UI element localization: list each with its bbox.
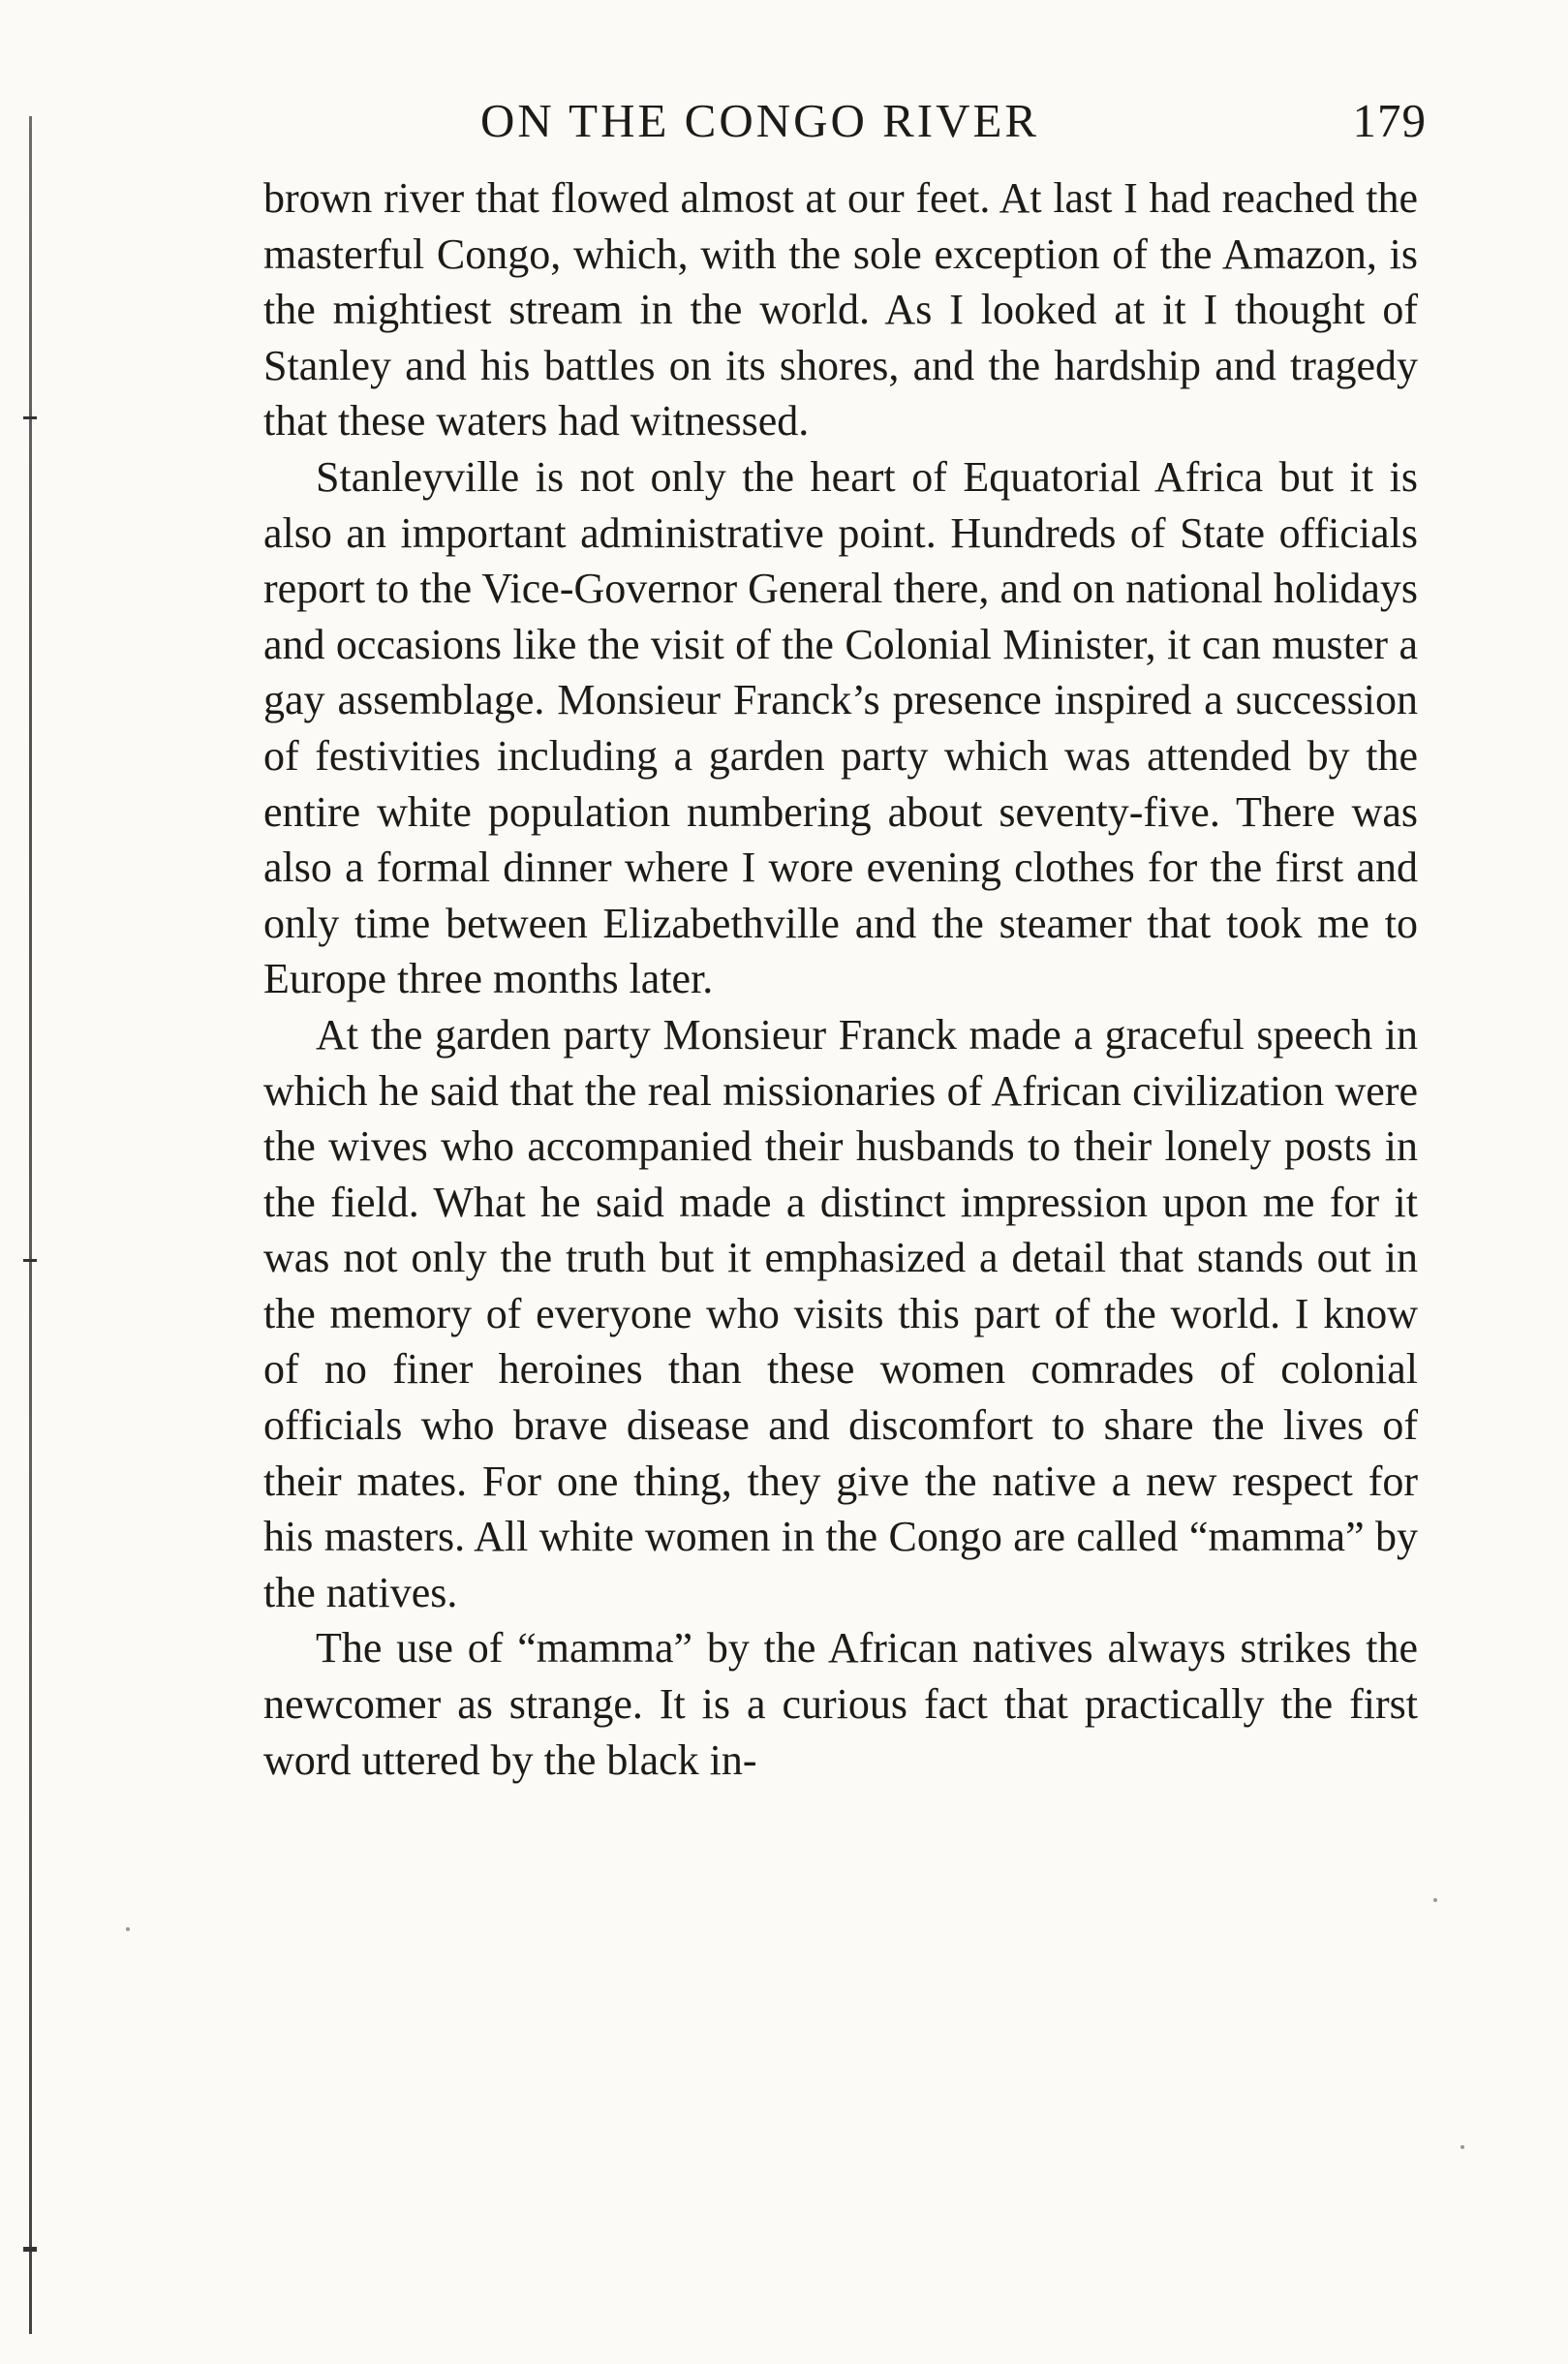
paper-speck bbox=[1460, 2145, 1464, 2149]
paragraph: brown river that flowed almost at our feet. At last I had reached the masterful Congo, which, with the sole exception of the Amazon, is the mightiest stream in the world. As I looked at it I thought of Stanley and his battles on its shores, and the hardship and tragedy that these waters had witnessed. bbox=[263, 174, 1418, 445]
paragraph: At the garden party Monsieur Franck made a graceful speech in which he said that the real missionaries of African civilization were the wives who accompanied their husbands to their lonely posts in the field. What he said made a distinct impression upon me for it was not only the truth but it emphasized a detail that stands out in the memory of everyone who visits this part of the world. I know of no finer heroines than these women comrades of colonial officials who brave disease and discomfort to share the lives of their mates. For one thing, they give the native a new respect for his masters. All white women in the Congo are called “mamma” by the natives. bbox=[263, 1010, 1418, 1616]
binding-mark bbox=[23, 2247, 37, 2252]
paper-speck bbox=[126, 1927, 130, 1931]
binding-edge-line bbox=[29, 116, 32, 2334]
paragraph: Stanleyville is not only the heart of Equatorial Africa but it is also an important administrative point. Hundreds of State officials report to the Vice-Governor General there, and on national holidays and occasions like the visit of the Colonial Minister, it can muster a gay assemblage. Monsieur Franck’s presence inspired a succession of festivities including a garden party which was attended by the entire white population numbering about seventy-five. There was also a formal dinner where I wore evening clothes for the first and only time between Elizabethville and the steamer that took me to Europe three months later. bbox=[263, 452, 1418, 1003]
running-head: ON THE CONGO RIVER bbox=[480, 94, 1040, 147]
page-header bbox=[480, 93, 1427, 151]
binding-mark bbox=[23, 1259, 37, 1262]
body-text bbox=[263, 170, 1418, 1788]
page-number: 179 bbox=[1352, 94, 1427, 147]
binding-mark bbox=[23, 416, 37, 419]
paper-speck bbox=[1433, 1898, 1437, 1902]
paragraph: The use of “mamma” by the African natives always strikes the newcomer as strange. It is a curious fact that practically the first word uttered by the black in- bbox=[263, 1624, 1418, 1784]
